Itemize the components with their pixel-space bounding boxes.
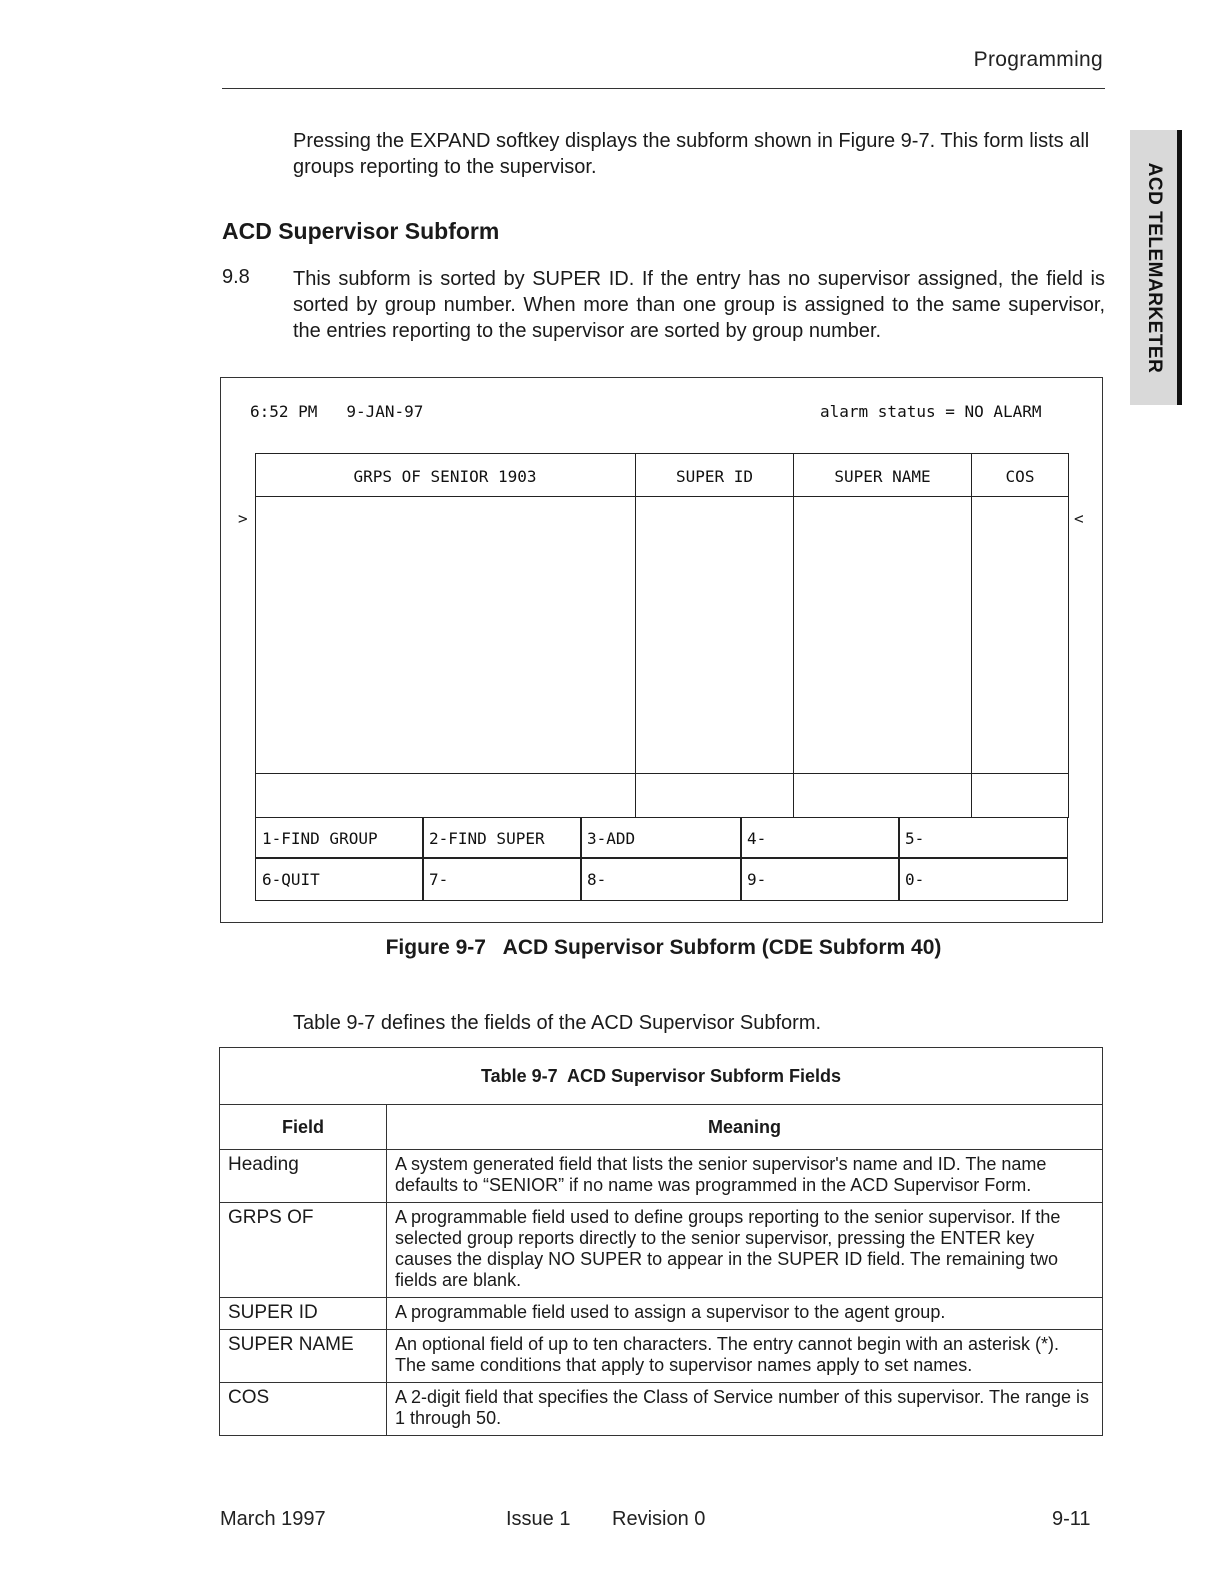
screen-time: 6:52 PM — [250, 402, 318, 421]
screen-date: 9-JAN-97 — [346, 402, 424, 421]
table-row — [220, 1150, 1103, 1203]
figure-caption: Figure 9-7 ACD Supervisor Subform (CDE Subform 40) — [385, 936, 942, 959]
field-meaning: A 2-digit field that specifies the Class of Service number of this supervisor. The range is 1 through 50. — [387, 1383, 1103, 1436]
column-header-super-name: SUPER NAME — [834, 466, 931, 486]
softkey-9[interactable]: 9- — [740, 857, 900, 901]
field-name: SUPER NAME — [220, 1330, 387, 1383]
field-name: Heading — [220, 1150, 387, 1203]
table-row — [220, 1203, 1103, 1298]
table-caption: Table 9-7 ACD Supervisor Subform Fields — [220, 1048, 1103, 1105]
footer-date: March 1997 — [220, 1508, 326, 1530]
field-name: COS — [220, 1383, 387, 1436]
column-header-grps-of: GRPS OF SENIOR 1903 — [353, 466, 537, 486]
row-pointer-left: > — [238, 509, 248, 528]
footer-issue: Issue 1 — [506, 1508, 571, 1530]
row-pointer-right: < — [1074, 509, 1084, 528]
chapter-thumb-tab — [1130, 130, 1182, 405]
table-intro: Table 9-7 defines the fields of the ACD Supervisor Subform. — [293, 1012, 822, 1034]
softkey-4[interactable]: 4- — [740, 817, 900, 859]
field-meaning: A system generated field that lists the senior supervisor's name and ID. The name defaults to “SENIOR” if no name was programmed in the ACD Supervisor Form. — [387, 1150, 1103, 1203]
softkey-5[interactable]: 5- — [898, 817, 1068, 859]
grid-col-divider — [971, 453, 972, 818]
field-meaning: A programmable field used to assign a supervisor to the agent group. — [387, 1298, 1103, 1330]
footer-revision: Revision 0 — [612, 1508, 706, 1530]
intro-paragraph: Pressing the EXPAND softkey displays the subform shown in Figure 9-7. This form lists all groups reporting to the supervisor. — [293, 130, 1090, 178]
section-heading: ACD Supervisor Subform — [222, 218, 500, 244]
grid-col-divider — [793, 453, 794, 818]
chapter-tab-label: ACD TELEMARKETER — [1143, 162, 1165, 373]
softkey-8[interactable]: 8- — [580, 857, 742, 901]
softkey-find-group[interactable]: 1-FIND GROUP — [255, 817, 424, 859]
softkey-find-super[interactable]: 2-FIND SUPER — [422, 817, 582, 859]
screen-clock — [250, 402, 423, 421]
paragraph-text: This subform is sorted by SUPER ID. If the entry has no supervisor assigned, the field is sorted by group number. When more than one group is assigned to the same supervisor, the entries reporting to the supervisor are sorted by group number. — [293, 268, 1105, 342]
softkey-7[interactable]: 7- — [422, 857, 582, 901]
column-header-cos: COS — [1005, 466, 1035, 486]
grid-bottom-divider — [255, 773, 1069, 774]
table-row — [220, 1298, 1103, 1330]
grid-col-divider — [635, 453, 636, 818]
section-title: Programming — [973, 48, 1103, 71]
table-row — [220, 1383, 1103, 1436]
table-header-meaning: Meaning — [387, 1105, 1103, 1150]
fields-table — [219, 1047, 1103, 1436]
column-header-super-id: SUPER ID — [675, 466, 754, 486]
field-meaning: An optional field of up to ten characters. The entry cannot begin with an asterisk (*). The same conditions that apply to supervisor names apply to set names. — [387, 1330, 1103, 1383]
alarm-status: alarm status = NO ALARM — [820, 402, 1042, 421]
field-name: GRPS OF — [220, 1203, 387, 1298]
field-meaning: A programmable field used to define groups reporting to the senior supervisor. If the selected group reports directly to the senior supervisor, pressing the ENTER key causes the display NO SUPER to appear in the SUPER ID field. The remaining two fields are blank. — [387, 1203, 1103, 1298]
softkey-add[interactable]: 3-ADD — [580, 817, 742, 859]
table-row — [220, 1330, 1103, 1383]
softkey-quit[interactable]: 6-QUIT — [255, 857, 424, 901]
softkey-0[interactable]: 0- — [898, 857, 1068, 901]
paragraph-number: 9.8 — [222, 266, 250, 288]
running-header — [222, 38, 1105, 89]
footer-page-number: 9-11 — [1052, 1508, 1091, 1530]
subform-grid — [255, 453, 1069, 818]
table-header-field: Field — [220, 1105, 387, 1150]
field-name: SUPER ID — [220, 1298, 387, 1330]
